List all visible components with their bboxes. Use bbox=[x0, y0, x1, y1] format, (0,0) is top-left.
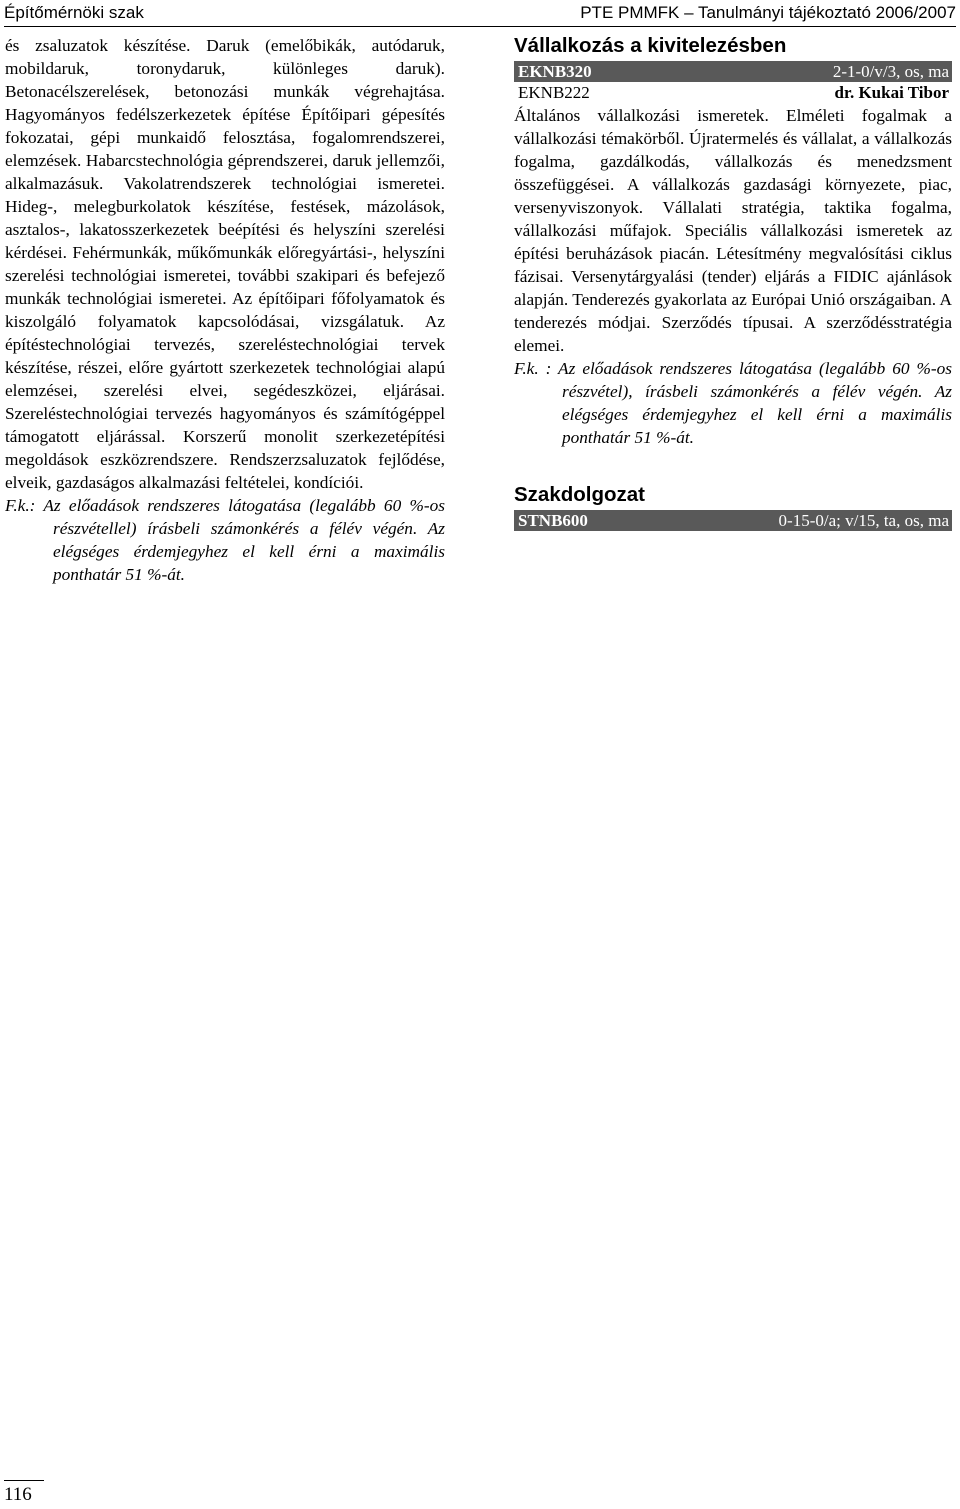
assessment-requirements: F.k. : Az előadások rendszeres látogatása (legalább 60 %-os részvétel), írásbeli számonkérés a félév végén. Az elégséges érdemjegyhez el kell érni a maximális ponthatár 51 %-át. bbox=[514, 359, 952, 447]
course-code-bar bbox=[514, 61, 952, 82]
course-description: Általános vállalkozási ismeretek. Elméleti fogalmak a vállalkozási témakörből. Újratermelés és vállalat, a vállalkozás fogalma, gazdálkodás, vállalkozás és menedzsment összefüggései. A vállalkozás gazdasági környezete, piac, versenyviszonyok. Vállalati stratégia, taktika fogalma, vállalkozási műfajok. Speciális vállalkozási ismeretek az építési beruházások piacán. Létesítmény megvalósítási ciklus fázisai. Versenytárgyalási (tender) eljárás a FIDIC ajánlások alapján. Tenderezés gyakorlata az Európai Unió országaiban. A tenderezés módjai. Szerződés típusai. A szerződésstratégia elemei. bbox=[514, 106, 952, 355]
course-description-continued: és zsaluzatok készítése. Daruk (emelőbikák, autódaruk, mobildaruk, toronydaruk, különleges daruk). Betonacélszerelések, betonozási munkák végrehajtása. Hagyományos fedélszerkezetek építése Építőipari gépesítés fokozatai, gépi munkaidő felosztása, fogalomrendszerei, elemzések. Habarcstechnológia géprendszerei, daruk jellemzői, alkalmazásuk. Vakolatrendszerek technológiai ismeretei. Hideg-, melegburkolatok készítése, festések, mázolások, asztalos-, lakatosszerkezetek beépítési és helyszíni szerelési kérdései. Fehérmunkák, műkőmunkák előregyártási-, helyszíni szerelési technológiai ismeretei, további szakipari és befejező munkák technológiai ismeretei. Az építőipari főfolyamatok és kiszolgáló folyamatok kapcsolódásai, vizsgálatuk. Az építéstechnológiai tervezés, szereléstechnológiai tervek készítése, részei, előre gyártott szerkezetek technológiai alapú elemzései, szerelési elvei, segédeszközei, eljárásai. Szereléstechnológiai tervezés hagyományos és számítógéppel támogatott eljárással. Korszerű monolit szerkezetépítési megoldások eszközrendszere. Rendszerzsaluzatok fejlődése, elveik, gazdaságos alkalmazási feltételei, kondíciói. bbox=[5, 36, 445, 492]
course-section-szakdolgozat bbox=[514, 483, 952, 531]
course-teacher: dr. Kukai Tibor bbox=[834, 83, 949, 102]
course-title: Szakdolgozat bbox=[514, 483, 645, 506]
header-program-name: Építőmérnöki szak bbox=[4, 3, 144, 22]
assessment-requirements: F.k.: Az előadások rendszeres látogatása (legalább 60 %-os részvétellel) írásbeli számonkérés a félév végén. Az elégséges érdemjegyhez el kell érni a maximális ponthatár 51 %-át. bbox=[5, 496, 445, 584]
course-credits: 2-1-0/v/3, os, ma bbox=[832, 62, 949, 81]
page-number: 116 bbox=[4, 1484, 32, 1505]
right-column bbox=[514, 34, 952, 531]
prerequisite-code: EKNB222 bbox=[518, 83, 590, 102]
course-prerequisite-row bbox=[514, 82, 952, 104]
left-column bbox=[5, 34, 445, 586]
course-section-vallalkozas bbox=[514, 34, 952, 449]
course-credits: 0-15-0/a; v/15, ta, os, ma bbox=[778, 511, 949, 530]
header-publication-title: PTE PMMFK – Tanulmányi tájékoztató 2006/2007 bbox=[580, 3, 956, 22]
page-header bbox=[4, 0, 956, 27]
course-title: Vállalkozás a kivitelezésben bbox=[514, 34, 787, 57]
footer-divider bbox=[4, 1480, 44, 1481]
course-code-bar bbox=[514, 510, 952, 531]
course-code: EKNB320 bbox=[518, 62, 592, 81]
course-code: STNB600 bbox=[518, 511, 588, 530]
